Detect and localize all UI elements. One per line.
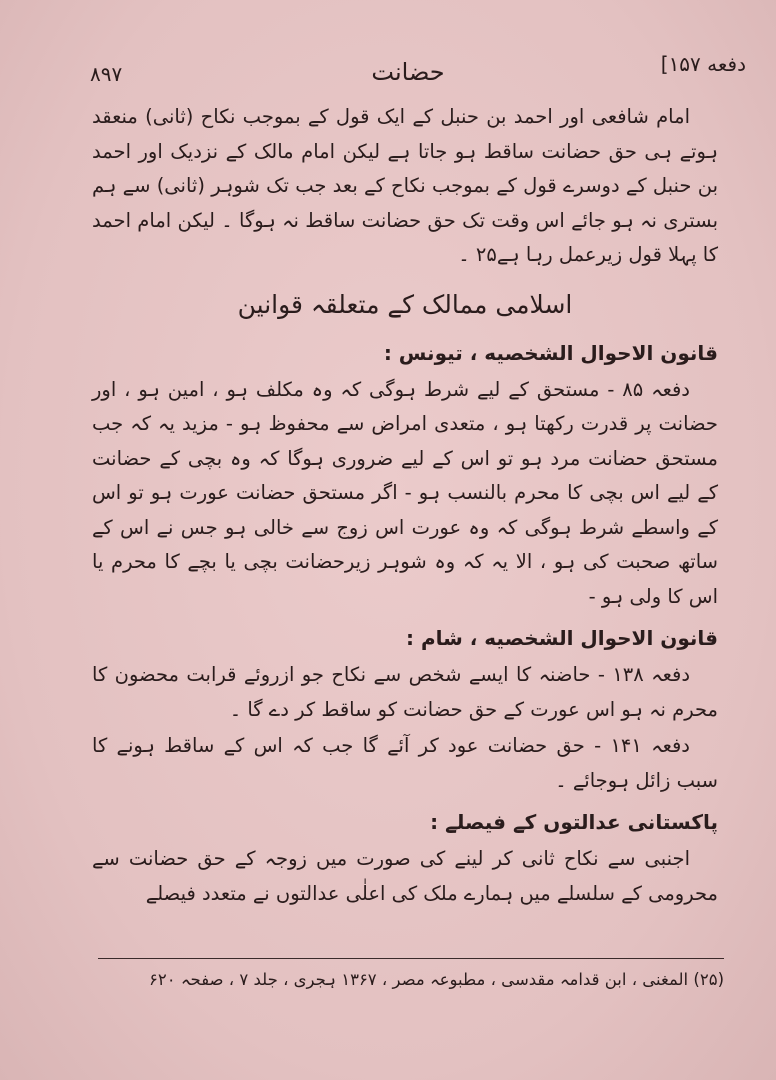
section-title: اسلامی ممالک کے متعلقہ قوانین [237, 289, 573, 319]
article-138: دفعہ ۱۳۸ - حاضنہ کا ایسے شخص سے نکاح جو ازروئے قرابت محضون کا محرم نہ ہو اس عورت کے حق حضانت کو ساقط کر دے گا ۔ [92, 663, 718, 721]
opening-paragraph: امام شافعی اور احمد بن حنبل کے ایک قول کے بموجب نکاح (ثانی) منعقد ہوتے ہی حق حضانت ساقط ہو جاتا ہے لیکن امام مالک کے نزدیک اور احمد بن حنبل کے دوسرے قول کے بموجب نکاح کے بعد جب تک شوہر (ثانی) سے ہم بستری نہ ہو جائے اس وقت تک حق حضانت ساقط نہ ہوگا ۔ لیکن امام احمد کا پہلا قول زیرعمل رہا ہے۲۵ ۔ [92, 105, 718, 266]
running-title: حضانت [371, 58, 445, 86]
law-heading-tunisia: قانون الاحوال الشخصیه ، تیونس : [383, 340, 718, 365]
footnote: (۲۵) المغنی ، ابن قدامہ مقدسی ، مطبوعہ مصر ، ۱۳۶۷ ہجری ، جلد ۷ ، صفحہ ۶۲۰ [149, 970, 724, 989]
law-heading-syria: قانون الاحوال الشخصیه ، شام : [405, 626, 718, 650]
law-heading-pakistan-courts: پاکستانی عدالتوں کے فیصلے : [430, 810, 718, 834]
main-text [92, 100, 718, 911]
article-85: دفعہ ۸۵ - مستحق کے لیے شرط ہوگی کہ وہ مکلف ہو ، امین ہو ، اور حضانت پر قدرت رکھتا ہو ، متعدی امراض سے محفوظ ہو - مزید یہ کہ جب مستحق حضانت مرد ہو تو اس کے لیے ضروری ہوگا کہ وہ بچی کے حضانت کے لیے اس بچی کا محرم بالنسب ہو - اگر مستحق حضانت عورت ہو تو اس کے واسطے شرط ہوگی کہ وہ عورت اس زوج سے خالی ہو جس نے اس کے ساتھ صحبت کی ہو ، الا یہ کہ وہ شوہر زیرحضانت بچی یا بچے کا محرم یا اس کا ولی ہو - [92, 377, 718, 608]
pakistan-courts-paragraph: اجنبی سے نکاح ثانی کر لینے کی صورت میں زوجہ کے حق حضانت سے محرومی کے سلسلے میں ہمارے ملک کی اعلٰی عدالتوں نے متعدد فیصلے [92, 847, 718, 905]
footnote-divider [98, 958, 724, 959]
section-reference: دفعه ۱۵۷] [660, 52, 746, 76]
page-header [70, 52, 746, 96]
article-141: دفعہ ۱۴۱ - حق حضانت عود کر آئے گا جب کہ اس کے ساقط ہونے کا سبب زائل ہوجائے ۔ [92, 734, 718, 792]
page-number: ۸۹۷ [90, 62, 123, 86]
